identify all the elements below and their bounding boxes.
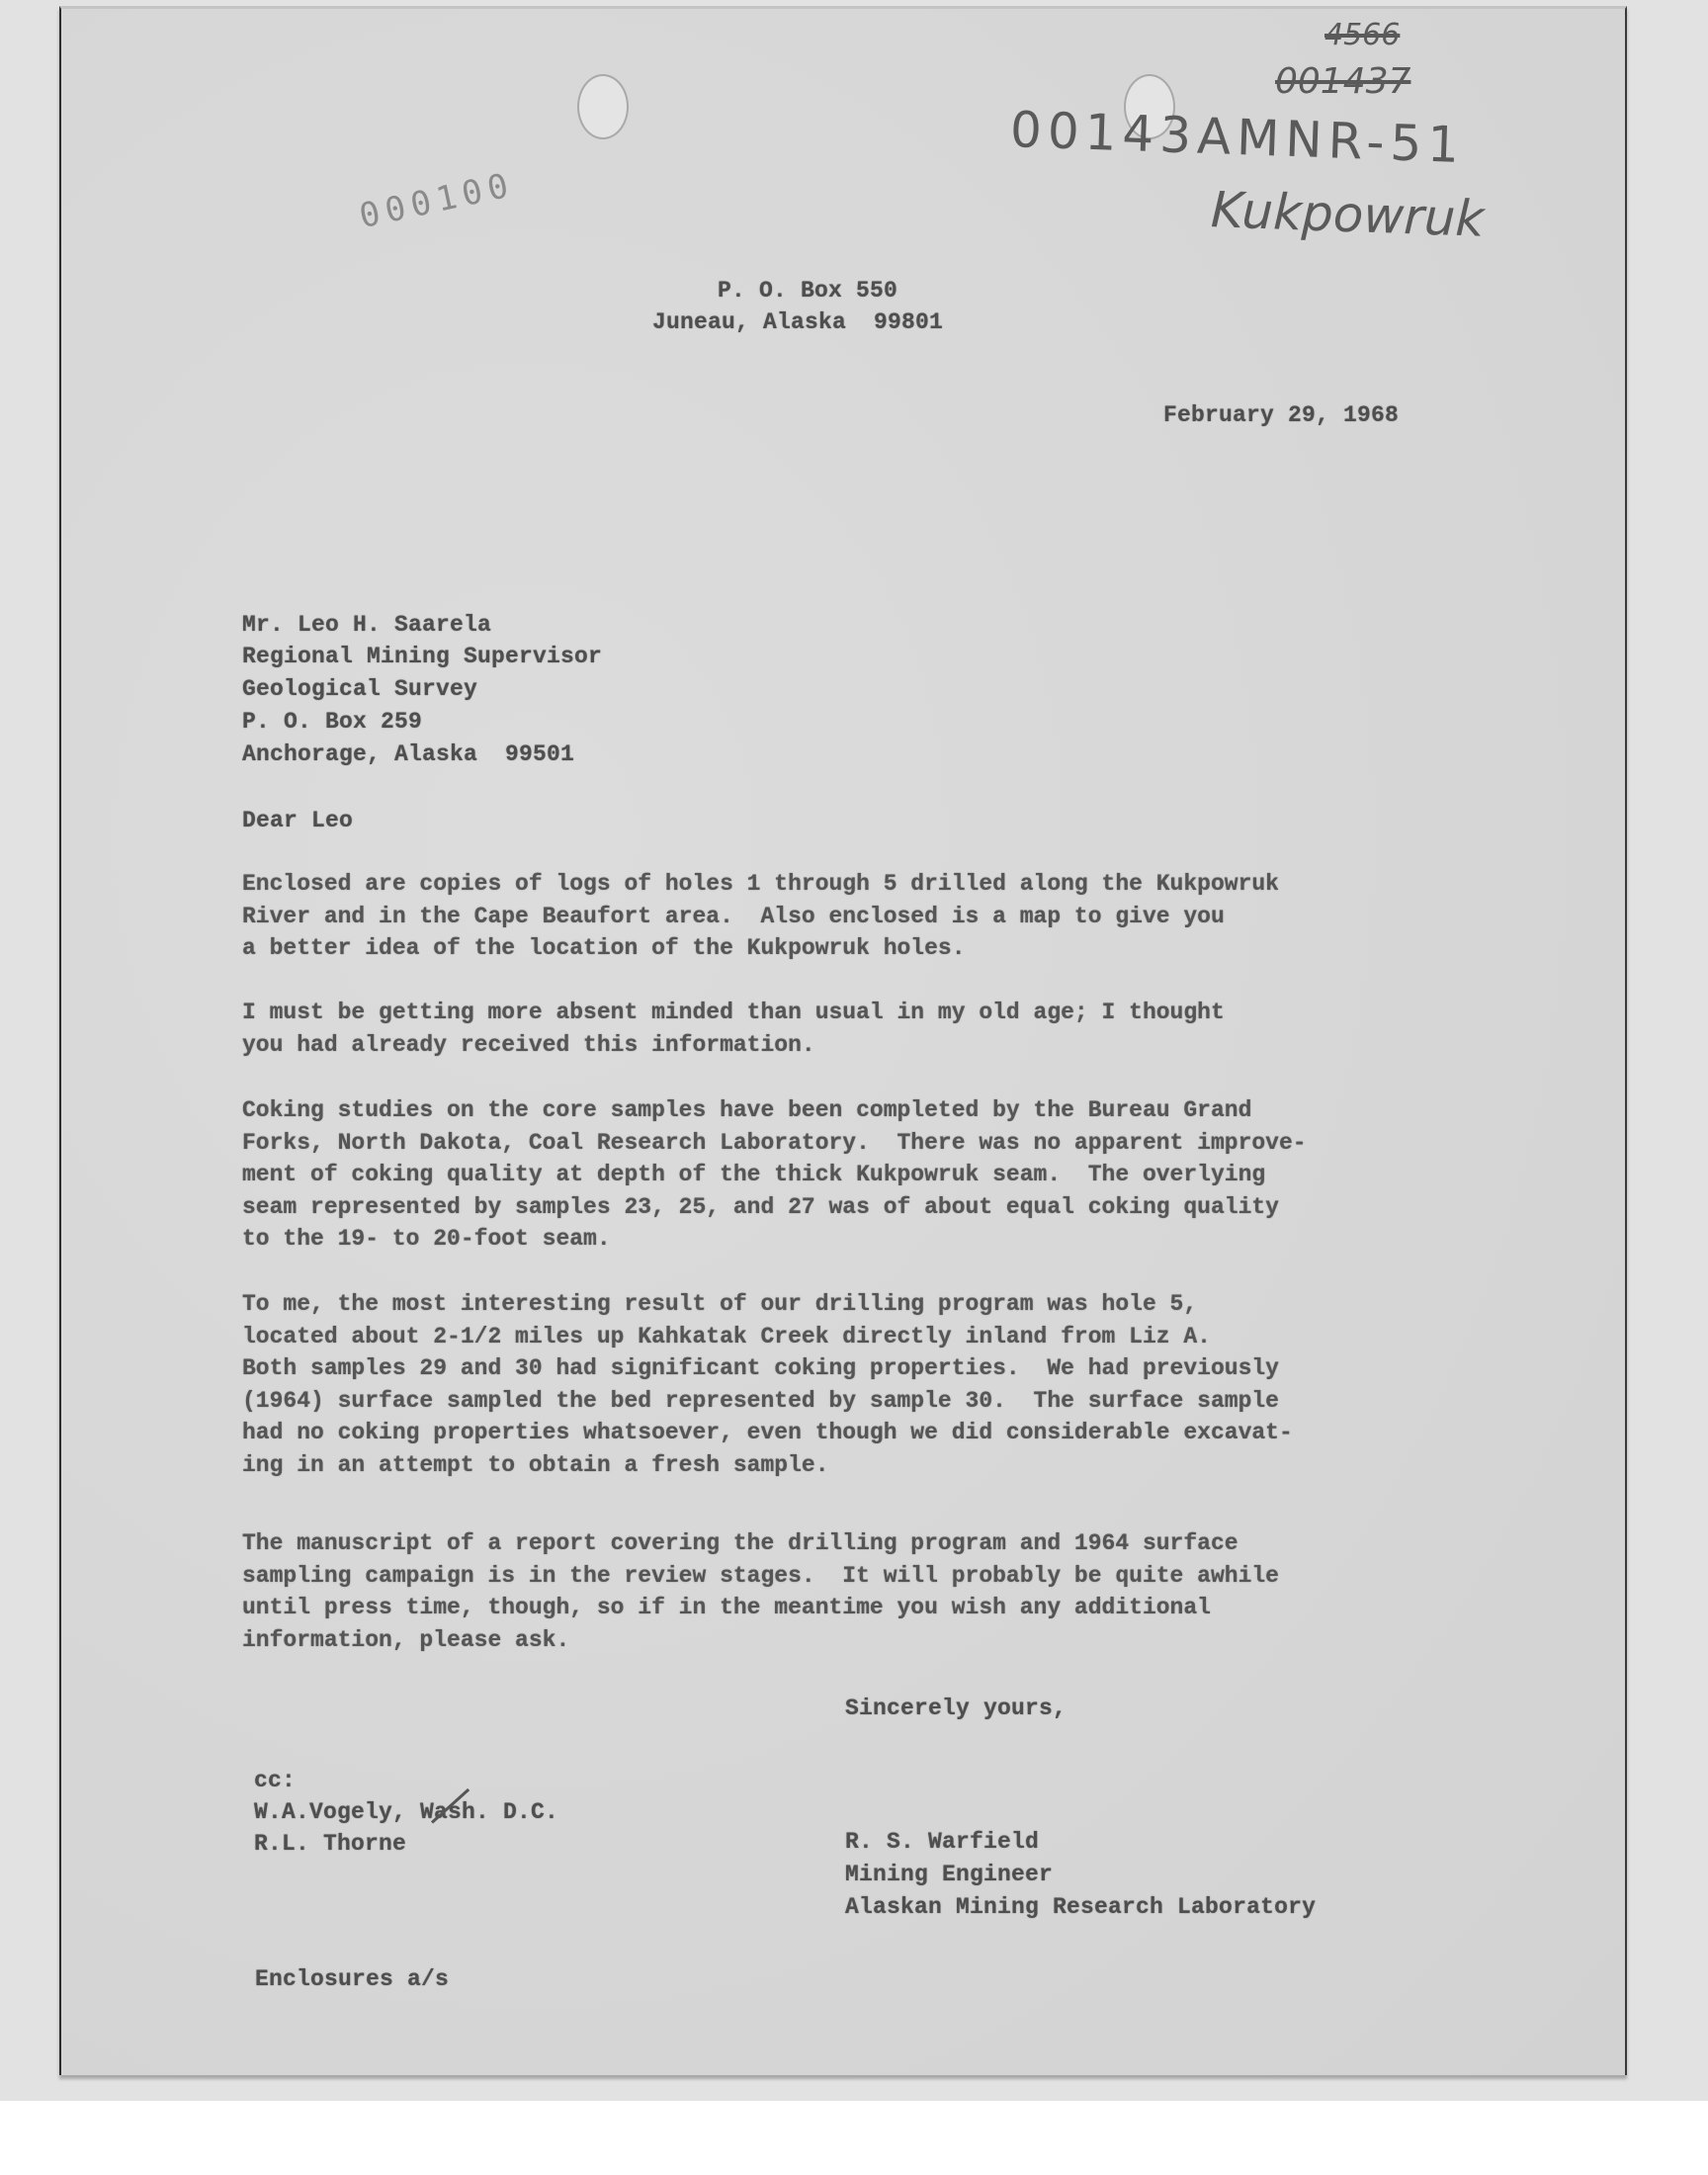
paragraph-line: Enclosed are copies of logs of holes 1 through 5 drilled along the Kukpowruk bbox=[242, 871, 1279, 897]
paragraph-line: Forks, North Dakota, Coal Research Laboratory. There was no apparent improve- bbox=[242, 1129, 1307, 1156]
enclosures-note: Enclosures a/s bbox=[255, 1966, 450, 1992]
paragraph-line: had no coking properties whatsoever, even though we did considerable excavat- bbox=[242, 1420, 1293, 1445]
paragraph-line: (1964) surface sampled the bed represented by sample 30. The surface sample bbox=[242, 1387, 1279, 1414]
paragraph-line: sampling campaign is in the review stages. It will probably be quite awhile bbox=[242, 1562, 1279, 1589]
sender-address-line2: Juneau, Alaska 99801 bbox=[652, 309, 944, 335]
paragraph-line: seam represented by samples 23, 25, and 27 was of about equal coking quality bbox=[242, 1193, 1279, 1220]
recipient-name: Mr. Leo H. Saarela bbox=[242, 612, 492, 638]
sender-address-line1: P. O. Box 550 bbox=[718, 278, 898, 304]
signer-title: Mining Engineer bbox=[845, 1862, 1054, 1887]
salutation: Dear Leo bbox=[242, 808, 354, 833]
punch-hole bbox=[577, 74, 629, 139]
paragraph-line: ment of coking quality at depth of the thick Kukpowruk seam. The overlying bbox=[242, 1162, 1266, 1187]
paragraph-line: until press time, though, so if in the meantime you wish any additional bbox=[242, 1595, 1211, 1620]
paragraph-line: you had already received this information. bbox=[242, 1031, 815, 1058]
paragraph-line: River and in the Cape Beaufort area. Also enclosed is a map to give you bbox=[242, 903, 1225, 929]
paragraph-line: To me, the most interesting result of our drilling program was hole 5, bbox=[242, 1291, 1198, 1317]
paragraph-line: Coking studies on the core samples have been completed by the Bureau Grand bbox=[242, 1097, 1252, 1123]
paragraph-line: Both samples 29 and 30 had significant coking properties. We had previously bbox=[242, 1355, 1279, 1381]
paragraph-line: ing in an attempt to obtain a fresh sample. bbox=[242, 1451, 829, 1478]
paragraph-line: I must be getting more absent minded than usual in my old age; I thought bbox=[242, 1000, 1225, 1025]
recipient-organization: Geological Survey bbox=[242, 676, 478, 702]
paragraph-line: a better idea of the location of the Kukpowruk holes. bbox=[242, 935, 966, 961]
recipient-box: P. O. Box 259 bbox=[242, 709, 423, 735]
cc-recipient: R.L. Thorne bbox=[254, 1831, 407, 1857]
recipient-city: Anchorage, Alaska 99501 bbox=[242, 741, 575, 767]
signer-organization: Alaskan Mining Research Laboratory bbox=[845, 1894, 1317, 1920]
letter-date: February 29, 1968 bbox=[1163, 402, 1400, 428]
file-code: 00143AMNR-51 bbox=[1009, 100, 1467, 175]
body-paragraph-4 bbox=[242, 1288, 1527, 1481]
stamp-number: 000100 bbox=[356, 164, 518, 237]
struck-number-2: 001437 bbox=[1275, 61, 1411, 102]
cc-label: cc: bbox=[254, 1768, 297, 1793]
cc-recipient: W.A.Vogely, Wash. D.C. bbox=[254, 1799, 559, 1825]
body-paragraph-3 bbox=[242, 1094, 1527, 1256]
body-paragraph-1 bbox=[242, 868, 1527, 965]
body-paragraph-5 bbox=[242, 1527, 1527, 1656]
handwritten-subject: Kukpowruk bbox=[1210, 181, 1486, 248]
body-paragraph-2 bbox=[242, 997, 1527, 1061]
recipient-title: Regional Mining Supervisor bbox=[242, 644, 603, 669]
paragraph-line: to the 19- to 20-foot seam. bbox=[242, 1226, 611, 1252]
paragraph-line: information, please ask. bbox=[242, 1626, 570, 1653]
paragraph-line: The manuscript of a report covering the drilling program and 1964 surface bbox=[242, 1530, 1238, 1556]
signer-name: R. S. Warfield bbox=[845, 1829, 1040, 1855]
closing: Sincerely yours, bbox=[845, 1696, 1068, 1721]
struck-number-1: 4566 bbox=[1324, 18, 1401, 52]
paragraph-line: located about 2-1/2 miles up Kahkatak Creek directly inland from Liz A. bbox=[242, 1323, 1211, 1349]
